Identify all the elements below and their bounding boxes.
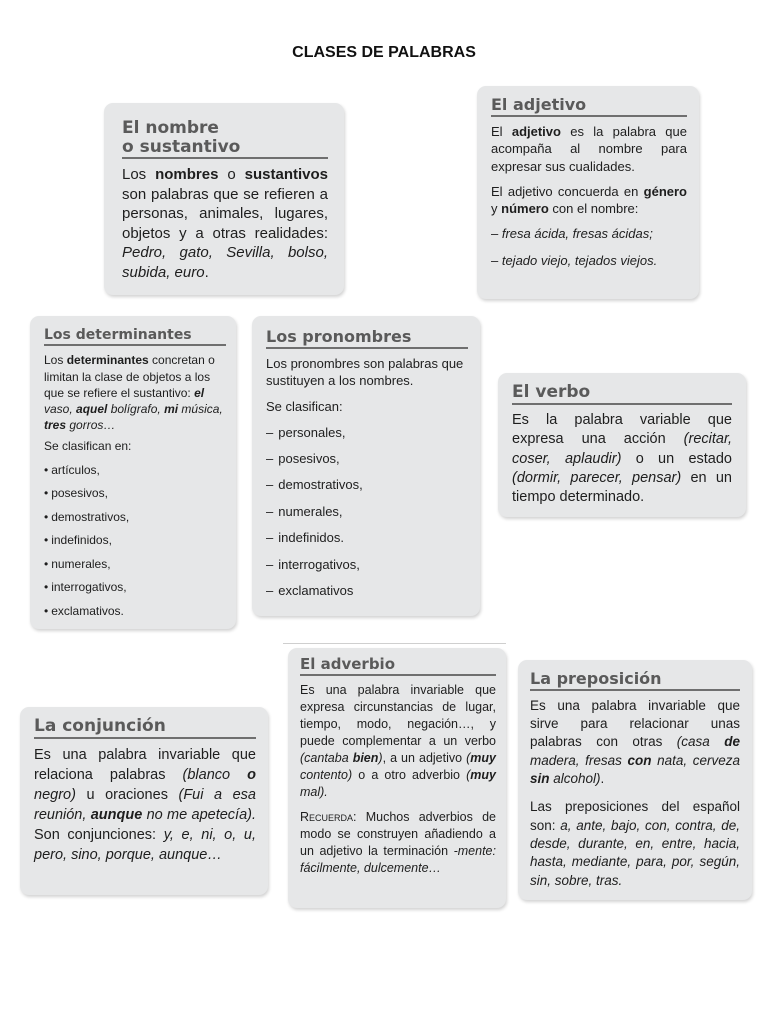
determinantes-example-bold: tres: [44, 418, 67, 433]
conjuncion-example-bold: o: [247, 766, 256, 783]
nombre-body: [122, 165, 328, 282]
adjetivo-example: tejado viejo, tejados viejos.: [501, 252, 658, 268]
preposicion-p2: [530, 798, 740, 890]
pronombres-item-label: posesivos,: [278, 451, 340, 467]
preposicion-example-bold: de: [724, 734, 740, 750]
adjetivo-text: El adjetivo concuerda en: [491, 183, 644, 199]
card-title-verbo: El verbo: [512, 383, 732, 405]
card-pronombres: [252, 316, 480, 616]
pronombres-item-label: demostrativos,: [278, 477, 363, 493]
pronombres-item-label: personales,: [278, 424, 346, 440]
preposicion-example: (casa: [676, 734, 725, 750]
determinantes-item: [44, 482, 226, 506]
determinantes-item-label: posesivos,: [51, 486, 108, 501]
conjuncion-example: no me apetecía).: [142, 806, 256, 823]
nombre-bold: nombres: [155, 166, 219, 184]
adverbio-body: [300, 682, 496, 877]
determinantes-item: [44, 459, 226, 483]
dash-glyph: –: [266, 424, 274, 440]
card-nombre: [104, 103, 344, 295]
determinantes-item-label: indefinidos,: [51, 533, 112, 548]
divider-line: [283, 643, 506, 644]
conjuncion-example-bold: aunque: [90, 806, 143, 823]
nombre-text: Los: [122, 166, 156, 184]
dash-glyph: –: [266, 556, 274, 572]
preposicion-example: alcohol): [549, 771, 601, 787]
page-title: CLASES DE PALABRAS: [292, 44, 476, 61]
determinantes-p1: [44, 352, 226, 433]
pronombres-item-label: interrogativos,: [278, 556, 360, 572]
card-verbo: [498, 373, 746, 517]
nombre-text: o: [218, 166, 245, 184]
adjetivo-p2: [491, 183, 687, 218]
conjuncion-text: u oraciones: [75, 786, 179, 803]
dash-glyph: –: [266, 477, 274, 493]
pronombres-list: [266, 420, 468, 605]
preposicion-p1: [530, 697, 740, 789]
preposicion-example: nata, cerveza: [651, 752, 740, 768]
adjetivo-p1: [491, 123, 687, 176]
determinantes-bold: determinantes: [66, 353, 149, 368]
adjetivo-text: y: [491, 201, 502, 217]
preposicion-list: a, ante, bajo, con, contra, de, desde, durante, en, entre, hacia, hasta, mediante, para, por, según, sin, sobre, tras.: [530, 817, 740, 888]
dash-glyph: –: [266, 530, 274, 546]
preposicion-body: [530, 697, 740, 891]
determinantes-item-label: demostrativos,: [51, 509, 130, 524]
adverbio-text: o a otro adverbio: [352, 767, 467, 782]
adverbio-p1: [300, 682, 496, 801]
nombre-text: son palabras que se refieren a personas, animales, lugares, objetos y a otras realidades:: [122, 185, 328, 242]
preposicion-text: Las preposiciones del español son:: [530, 799, 740, 833]
card-title-conjuncion: La conjunción: [34, 717, 256, 739]
determinantes-example-bold: el: [194, 385, 205, 400]
dash-glyph: –: [491, 252, 502, 268]
adverbio-note: [300, 809, 496, 877]
determinantes-item-label: interrogativos,: [51, 580, 127, 595]
pronombres-intro: Se clasifican:: [266, 398, 343, 414]
preposicion-example: madera, fresas: [530, 752, 628, 768]
nombre-title-line2: o sustantivo: [122, 136, 241, 157]
adjetivo-bold: género: [643, 183, 687, 199]
determinantes-item-label: exclamativos.: [51, 603, 124, 618]
preposicion-example-bold: con: [627, 752, 652, 768]
adjetivo-example: fresa ácida, fresas ácidas;: [501, 225, 653, 241]
pronombres-item: [266, 578, 468, 604]
bullet-glyph: •: [44, 533, 49, 548]
determinantes-item: [44, 506, 226, 530]
pronombres-item: [266, 446, 468, 472]
verbo-text: o un estado: [621, 450, 732, 467]
pronombres-item: [266, 499, 468, 525]
adjetivo-bold: número: [501, 201, 549, 217]
preposicion-example-bold: sin: [530, 771, 550, 787]
nombre-text: .: [204, 263, 209, 281]
pronombres-item: [266, 525, 468, 551]
adjetivo-example-1: [491, 225, 687, 243]
adjetivo-text: El: [491, 123, 512, 139]
determinantes-example: gorros…: [66, 418, 116, 433]
adverbio-example: (cantaba: [300, 750, 353, 765]
determinantes-example-bold: mi: [164, 401, 179, 416]
bullet-glyph: •: [44, 462, 49, 477]
determinantes-item-label: artículos,: [51, 462, 100, 477]
pronombres-item-label: numerales,: [278, 503, 343, 519]
preposicion-text: Es una palabra invariable que sirve para relacionar unas palabras con otras: [530, 697, 740, 750]
pronombres-item: [266, 552, 468, 578]
conjuncion-example: (Fui a esa reunión,: [34, 786, 256, 823]
determinantes-example: música,: [178, 401, 223, 416]
determinantes-example: vaso,: [44, 401, 77, 416]
card-title-pronombres: Los pronombres: [266, 328, 468, 349]
pronombres-item: [266, 472, 468, 498]
determinantes-item: [44, 529, 226, 553]
determinantes-item-label: numerales,: [51, 556, 111, 571]
dash-glyph: –: [266, 583, 274, 599]
bullet-glyph: •: [44, 580, 49, 595]
determinantes-intro: Se clasifican en:: [44, 439, 132, 454]
card-title-adjetivo: El adjetivo: [491, 96, 687, 117]
conjuncion-example: negro): [34, 786, 76, 803]
adverbio-example: mal).: [300, 784, 328, 799]
bullet-glyph: •: [44, 509, 49, 524]
determinantes-text: Los: [44, 353, 67, 368]
dash-glyph: –: [491, 225, 502, 241]
nombre-examples: Pedro, gato, Sevilla, bolso, subida, euro: [122, 244, 328, 281]
preposicion-text: .: [600, 771, 605, 787]
card-determinantes: [30, 316, 236, 629]
conjuncion-body: [34, 745, 256, 865]
card-conjuncion: [20, 707, 268, 895]
conjuncion-text: Es una palabra invariable que relaciona palabras: [34, 746, 256, 783]
bullet-glyph: •: [44, 603, 49, 618]
nombre-bold: sustantivos: [244, 166, 328, 184]
pronombres-item: [266, 420, 468, 446]
adverbio-example: contento): [300, 767, 353, 782]
adverbio-example-bold: muy: [470, 767, 496, 782]
dash-glyph: –: [266, 451, 274, 467]
bullet-glyph: •: [44, 486, 49, 501]
dash-glyph: –: [266, 503, 274, 519]
adverbio-example: (: [466, 767, 471, 782]
adjetivo-body: [491, 123, 687, 270]
adverbio-example: (: [466, 750, 471, 765]
verbo-example: (recitar, coser, aplaudir): [512, 431, 732, 467]
pronombres-item-label: exclamativos: [278, 583, 354, 599]
adverbio-example-bold: muy: [470, 750, 496, 765]
adverbio-text: Muchos adverbios de modo se construyen añadiendo a un adjetivo la terminación: [300, 809, 496, 858]
adverbio-text: , a un adjetivo: [382, 750, 467, 765]
determinantes-item: [44, 576, 226, 600]
pronombres-p1: Los pronombres son palabras que sustituyen a los nombres.: [266, 355, 464, 389]
card-title-nombre: [122, 119, 328, 159]
adverbio-example: -mente: fácilmente, dulcemente…: [300, 843, 496, 875]
pronombres-body: [266, 355, 468, 605]
adjetivo-text: es la palabra que acompaña al nombre para expresar sus cualidades.: [491, 123, 687, 174]
determinantes-item: [44, 600, 226, 624]
card-preposicion: [518, 660, 752, 900]
adjetivo-bold: adjetivo: [511, 123, 561, 139]
pronombres-item-label: indefinidos.: [278, 530, 345, 546]
determinantes-example: bolígrafo,: [107, 401, 165, 416]
card-title-determinantes: Los determinantes: [44, 328, 226, 346]
verbo-text: en un tiempo determinado.: [512, 469, 732, 506]
adjetivo-text: con el nombre:: [548, 201, 639, 217]
card-title-adverbio: El adverbio: [300, 656, 496, 676]
adjetivo-example-2: [491, 252, 687, 270]
nombre-title-line1: El nombre: [122, 118, 219, 138]
adverbio-text: Es una palabra invariable que expresa circunstancias de lugar, tiempo, modo, negación…, y puede complementar a un verbo: [300, 682, 496, 748]
verbo-body: [512, 411, 732, 508]
determinantes-item: [44, 553, 226, 577]
conjuncion-text: Son conjunciones:: [34, 826, 164, 843]
determinantes-body: [44, 352, 226, 623]
adverbio-example: ): [378, 750, 383, 765]
verbo-text: Es la palabra variable que expresa una acción: [512, 411, 732, 448]
conjuncion-example: y, e, ni, o, u, pero, sino, porque, aunque…: [34, 826, 256, 863]
determinantes-text: concretan o limitan la clase de objetos a los que se refiere el sustantivo:: [44, 353, 215, 400]
card-adverbio: [288, 648, 506, 908]
determinantes-example-bold: aquel: [76, 401, 108, 416]
bullet-glyph: •: [44, 556, 49, 571]
card-adjetivo: [477, 86, 699, 299]
determinantes-list: [44, 459, 226, 624]
verbo-example: (dormir, parecer, pensar): [512, 469, 682, 486]
conjuncion-example: (blanco: [182, 766, 248, 783]
adverbio-example-bold: bien: [352, 750, 379, 765]
adverbio-note-label: Recuerda:: [300, 809, 357, 824]
card-title-preposicion: La preposición: [530, 670, 740, 691]
